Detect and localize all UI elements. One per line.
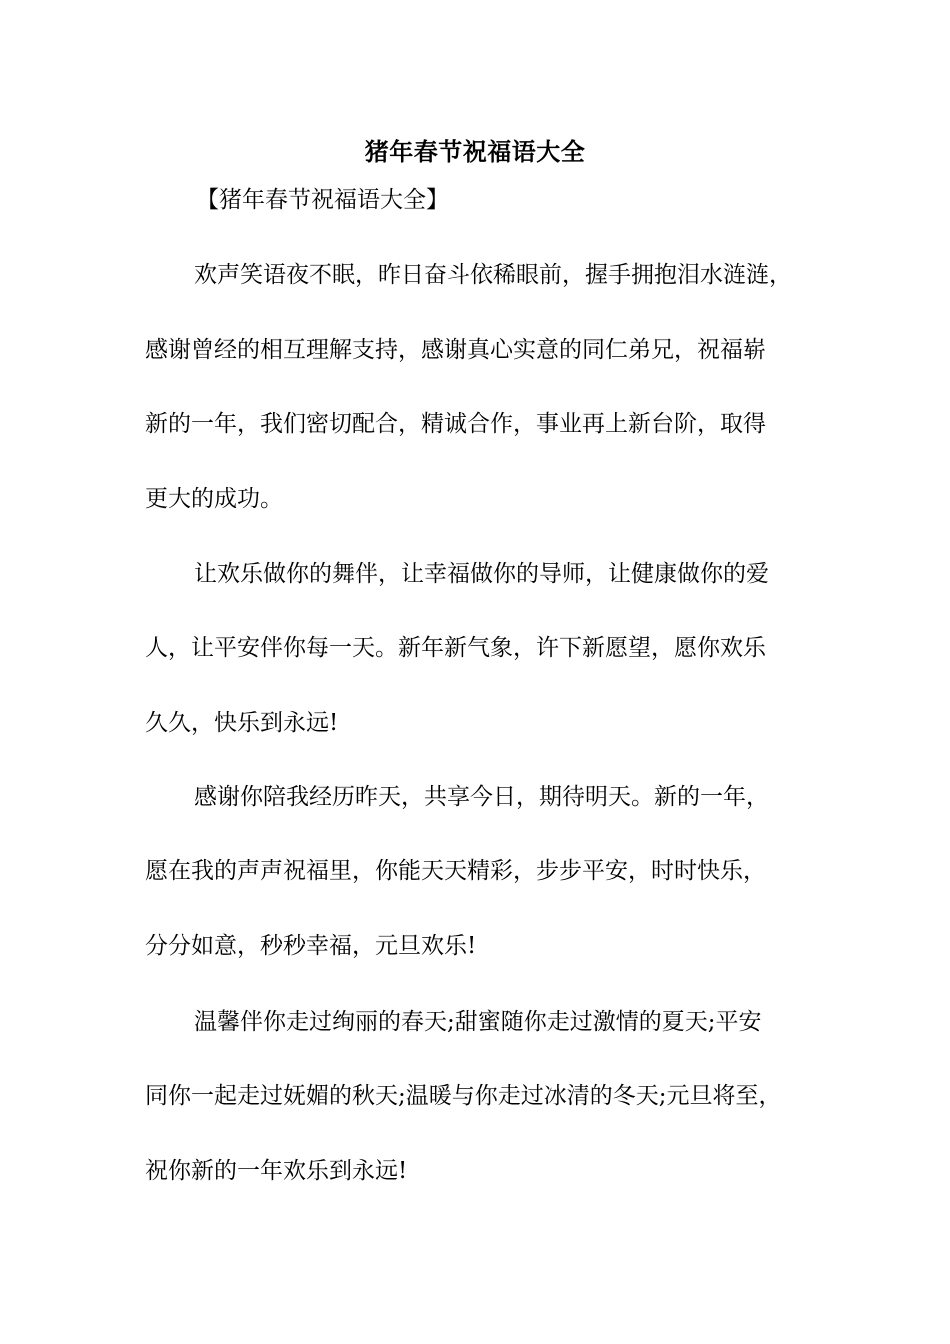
paragraph-1-line-2: 感谢曾经的相互理解支持，感谢真心实意的同仁弟兄，祝福崭 — [145, 337, 766, 363]
paragraph-2-line-1: 让欢乐做你的舞伴，让幸福做你的导师，让健康做你的爱 — [194, 561, 769, 587]
paragraph-4-line-1: 温馨伴你走过绚丽的春天;甜蜜随你走过激情的夏天;平安 — [194, 1009, 762, 1035]
paragraph-4-line-3: 祝你新的一年欢乐到永远! — [145, 1158, 408, 1184]
paragraph-3-line-2: 愿在我的声声祝福里，你能天天精彩，步步平安，时时快乐， — [145, 858, 766, 884]
paragraph-1-line-1: 欢声笑语夜不眠，昨日奋斗依稀眼前，握手拥抱泪水涟涟， — [194, 262, 792, 288]
paragraph-2-line-2: 人，让平安伴你每一天。新年新气象，许下新愿望，愿你欢乐 — [145, 635, 766, 661]
paragraph-1-line-4: 更大的成功。 — [145, 486, 283, 512]
paragraph-4-line-2: 同你一起走过妩媚的秋天;温暖与你走过冰清的冬天;元旦将至， — [145, 1083, 782, 1109]
paragraph-1-line-3: 新的一年，我们密切配合，精诚合作，事业再上新台阶，取得 — [145, 411, 766, 437]
document-subtitle: 【猪年春节祝福语大全】 — [196, 187, 449, 213]
document-title: 猪年春节祝福语大全 — [364, 137, 586, 166]
paragraph-3-line-3: 分分如意，秒秒幸福，元旦欢乐! — [145, 933, 477, 959]
paragraph-2-line-3: 久久，快乐到永远! — [145, 710, 339, 736]
paragraph-3-line-1: 感谢你陪我经历昨天，共享今日，期待明天。新的一年， — [194, 784, 769, 810]
